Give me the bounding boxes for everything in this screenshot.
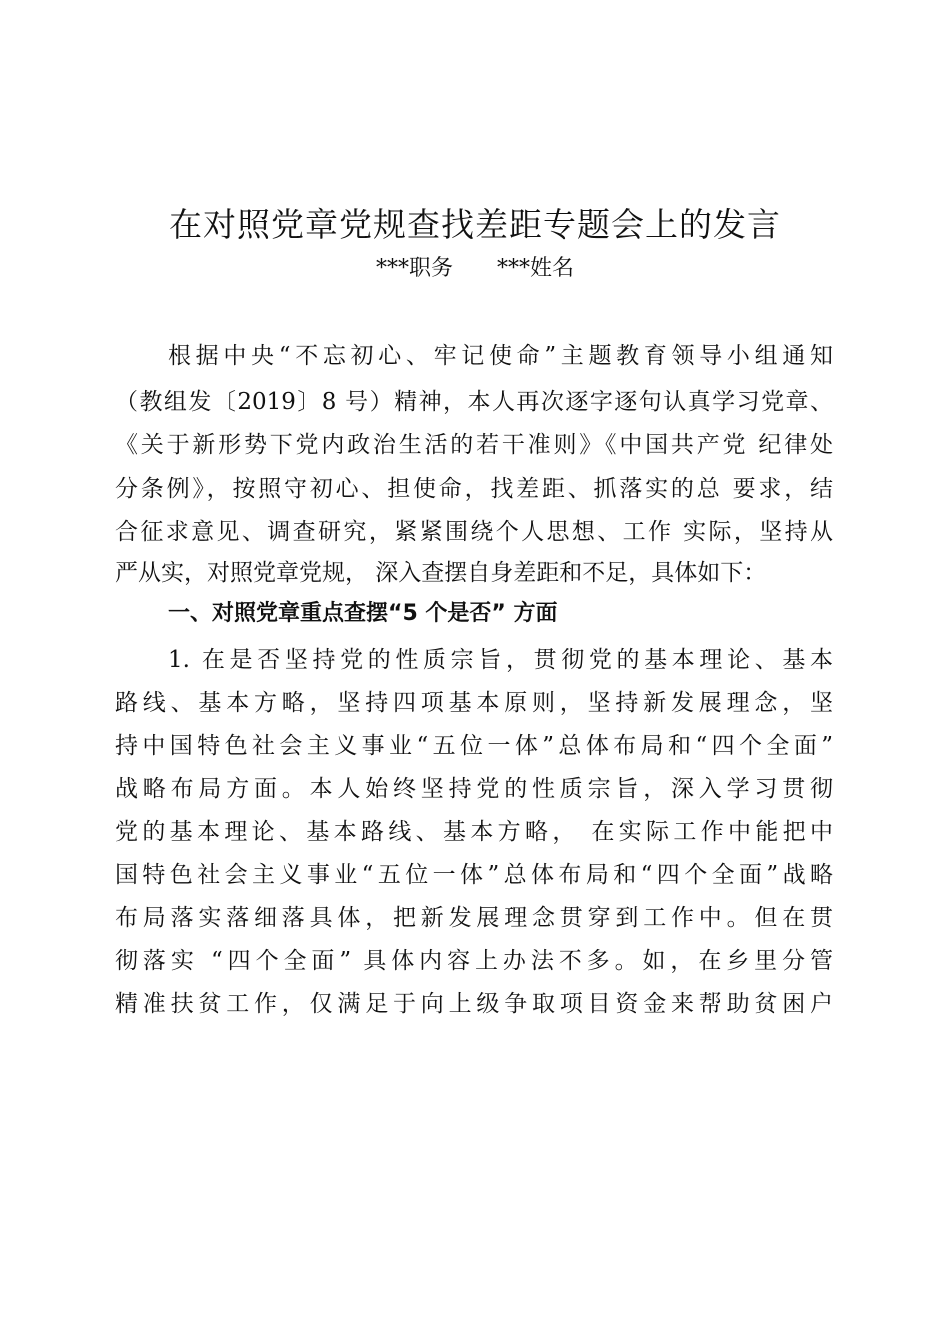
paragraph-line: 持中国特色社会主义事业“五位一体”总体布局和“四个全面”	[115, 733, 833, 759]
paragraph-line: 精准扶贫工作，仅满足于向上级争取项目资金来帮助贫困户	[115, 991, 833, 1017]
paragraph-line: 严从实，对照党章党规， 深入查摆自身差距和不足，具体如下：	[115, 560, 767, 586]
paragraph-line: 分条例》，按照守初心、担使命，找差距、抓落实的总 要求，结	[115, 476, 833, 502]
paragraph-line: 1. 在是否坚持党的性质宗旨，贯彻党的基本理论、基本	[168, 647, 833, 673]
byline-name: ***姓名	[497, 256, 575, 281]
paragraph-line: 根据中央“不忘初心、牢记使命”主题教育领导小组通知	[168, 343, 833, 369]
paragraph-line: （教组发〔2019〕8 号）精神，本人再次逐字逐句认真学习党章、	[115, 389, 833, 415]
paragraph-line: 路线、基本方略，坚持四项基本原则，坚持新发展理念，坚	[115, 690, 833, 716]
paragraph-line: 彻落实 “四个全面” 具体内容上办法不多。如，在乡里分管	[115, 948, 833, 974]
paragraph-line: 合征求意见、调查研究，紧紧围绕个人思想、工作 实际，坚持从	[115, 519, 833, 545]
section-heading: 一、对照党章重点查摆“5 个是否” 方面	[168, 601, 558, 626]
paragraph-line: 党的基本理论、基本路线、基本方略， 在实际工作中能把中	[115, 819, 833, 845]
paragraph-line: 《关于新形势下党内政治生活的若干准则》《中国共产党 纪律处	[115, 432, 833, 458]
paragraph-line: 国特色社会主义事业“五位一体”总体布局和“四个全面”战略	[115, 862, 833, 888]
paragraph-line: 战略布局方面。本人始终坚持党的性质宗旨，深入学习贯彻	[115, 776, 833, 802]
document-title: 在对照党章党规查找差距专题会上的发言	[169, 205, 781, 244]
paragraph-line: 布局落实落细落具体，把新发展理念贯穿到工作中。但在贯	[115, 905, 833, 931]
byline-position: ***职务	[375, 256, 453, 281]
byline	[0, 252, 950, 286]
